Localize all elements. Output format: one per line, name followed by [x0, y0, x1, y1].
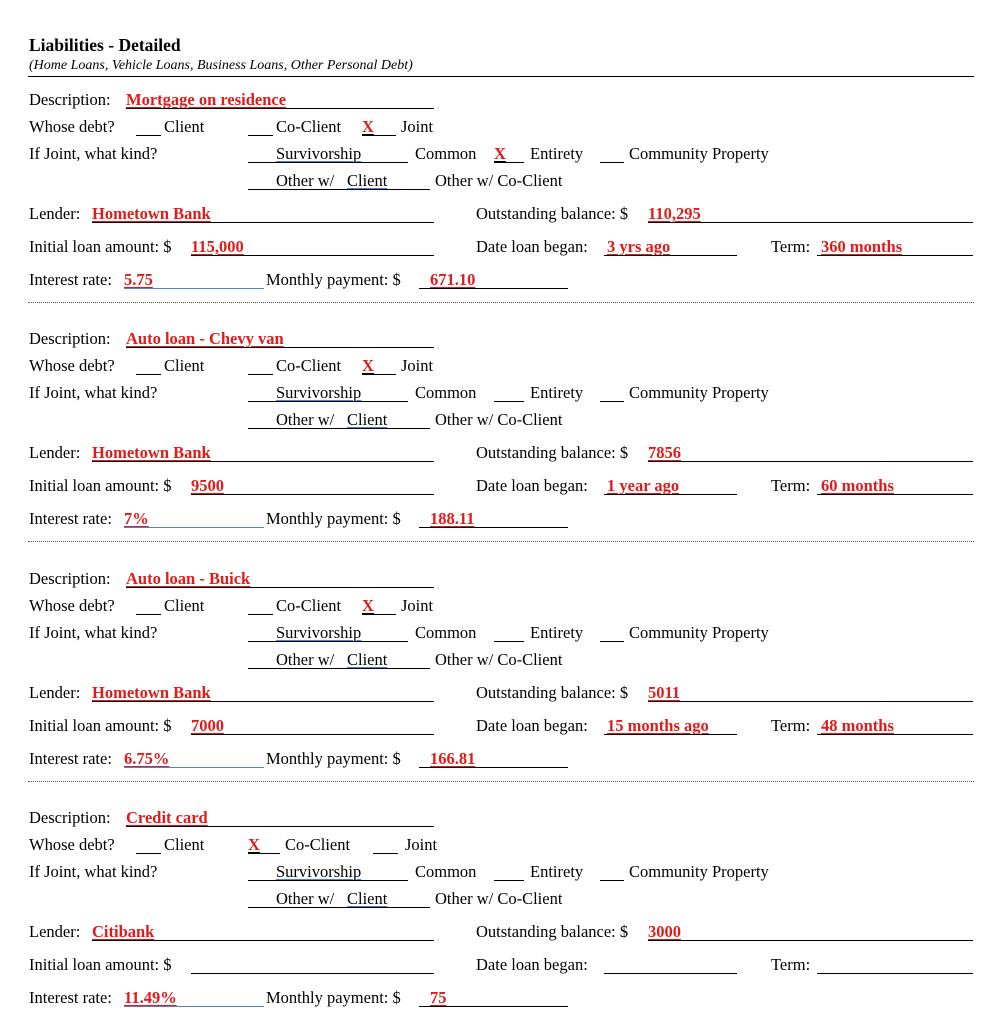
entirety-option: Entirety	[530, 623, 584, 642]
term-value: 60 months	[821, 476, 894, 495]
client-blank	[136, 614, 161, 615]
outstanding-balance-underline	[648, 701, 973, 702]
survivorship-option: Survivorship	[276, 623, 362, 642]
description-value: Credit card	[126, 808, 208, 827]
co-client-blank	[248, 135, 273, 136]
community-property-option: Community Property	[629, 144, 769, 163]
if-joint-label: If Joint, what kind?	[29, 144, 158, 163]
description-label: Description:	[29, 90, 111, 109]
term-value: 48 months	[821, 716, 894, 735]
lender-underline	[92, 461, 434, 462]
initial-loan-amount-label: Initial loan amount: $	[29, 716, 172, 735]
co-client-option: Co-Client	[276, 356, 342, 375]
joint-option: Joint	[405, 835, 438, 854]
term-label: Term:	[771, 476, 811, 495]
client-blank	[136, 853, 161, 854]
community-property-option: Community Property	[629, 862, 769, 881]
other-w-client-prefix: Other w/	[276, 410, 335, 429]
lender-label: Lender:	[29, 204, 81, 223]
initial-loan-amount-value: 7000	[191, 716, 224, 735]
outstanding-balance-value: 7856	[648, 443, 681, 462]
outstanding-balance-label: Outstanding balance: $	[476, 683, 629, 702]
date-loan-began-value: 3 yrs ago	[607, 237, 671, 256]
description-underline	[126, 826, 434, 827]
term-underline	[817, 973, 973, 974]
entirety-option: Entirety	[530, 144, 584, 163]
common-option: Common	[415, 144, 477, 163]
description-underline	[126, 108, 434, 109]
interest-rate-label: Interest rate:	[29, 509, 112, 528]
initial-loan-amount-underline	[191, 494, 434, 495]
other-w-co-client-option: Other w/ Co-Client	[435, 650, 563, 669]
co-client-blank	[248, 374, 273, 375]
other-w-co-client-option: Other w/ Co-Client	[435, 410, 563, 429]
outstanding-balance-label: Outstanding balance: $	[476, 443, 629, 462]
initial-loan-amount-value: 115,000	[191, 237, 244, 256]
date-loan-began-label: Date loan began:	[476, 716, 588, 735]
community-property-blank	[600, 401, 624, 402]
term-label: Term:	[771, 955, 811, 974]
outstanding-balance-label: Outstanding balance: $	[476, 204, 629, 223]
joint-x-mark: X	[362, 596, 374, 615]
monthly-payment-label: Monthly payment: $	[266, 509, 401, 528]
whose-debt-label: Whose debt?	[29, 117, 115, 136]
community-property-option: Community Property	[629, 623, 769, 642]
other-w-client-option: Client	[347, 650, 388, 669]
monthly-payment-underline	[419, 527, 568, 528]
co-client-blank	[248, 614, 273, 615]
header-divider	[28, 76, 974, 77]
client-blank	[136, 135, 161, 136]
community-property-blank	[600, 880, 624, 881]
survivorship-option: Survivorship	[276, 862, 362, 881]
monthly-payment-label: Monthly payment: $	[266, 988, 401, 1007]
section-divider	[28, 781, 974, 782]
lender-underline	[92, 222, 434, 223]
joint-option: Joint	[401, 356, 434, 375]
other-w-co-client-option: Other w/ Co-Client	[435, 171, 563, 190]
date-loan-began-label: Date loan began:	[476, 476, 588, 495]
co-client-option: Co-Client	[276, 596, 342, 615]
initial-loan-amount-underline	[191, 734, 434, 735]
outstanding-balance-value: 5011	[648, 683, 681, 702]
joint-blank	[362, 374, 396, 375]
description-label: Description:	[29, 329, 111, 348]
initial-loan-amount-underline	[191, 255, 434, 256]
if-joint-label: If Joint, what kind?	[29, 623, 158, 642]
other-w-client-option: Client	[347, 171, 388, 190]
outstanding-balance-underline	[648, 222, 973, 223]
outstanding-balance-underline	[648, 461, 973, 462]
date-loan-began-label: Date loan began:	[476, 955, 588, 974]
date-loan-began-underline	[604, 255, 737, 256]
common-option: Common	[415, 623, 477, 642]
co-client-blank	[248, 853, 280, 854]
outstanding-balance-underline	[648, 940, 973, 941]
section-divider	[28, 541, 974, 542]
monthly-payment-underline	[419, 288, 568, 289]
term-underline	[817, 255, 973, 256]
co-client-x-mark: X	[248, 835, 260, 854]
community-property-blank	[600, 641, 624, 642]
lender-value: Hometown Bank	[92, 443, 211, 462]
whose-debt-label: Whose debt?	[29, 356, 115, 375]
page-title: Liabilities - Detailed	[29, 35, 181, 55]
monthly-payment-underline	[419, 767, 568, 768]
entirety-blank	[494, 641, 524, 642]
term-underline	[817, 734, 973, 735]
co-client-option: Co-Client	[285, 835, 351, 854]
interest-rate-value: 11.49%	[124, 988, 177, 1007]
interest-rate-underline	[124, 1006, 264, 1007]
client-option: Client	[164, 356, 205, 375]
description-label: Description:	[29, 808, 111, 827]
monthly-payment-underline	[419, 1006, 568, 1007]
date-loan-began-label: Date loan began:	[476, 237, 588, 256]
outstanding-balance-value: 110,295	[648, 204, 701, 223]
client-option: Client	[164, 117, 205, 136]
initial-loan-amount-label: Initial loan amount: $	[29, 476, 172, 495]
interest-rate-underline	[124, 767, 264, 768]
initial-loan-amount-underline	[191, 973, 434, 974]
lender-underline	[92, 940, 434, 941]
other-w-client-prefix: Other w/	[276, 171, 335, 190]
description-value: Auto loan - Chevy van	[126, 329, 284, 348]
survivorship-option: Survivorship	[276, 144, 362, 163]
interest-rate-underline	[124, 288, 264, 289]
lender-label: Lender:	[29, 443, 81, 462]
initial-loan-amount-label: Initial loan amount: $	[29, 955, 172, 974]
other-w-co-client-option: Other w/ Co-Client	[435, 889, 563, 908]
entirety-blank	[494, 880, 524, 881]
lender-underline	[92, 701, 434, 702]
other-w-client-prefix: Other w/	[276, 889, 335, 908]
monthly-payment-label: Monthly payment: $	[266, 270, 401, 289]
whose-debt-label: Whose debt?	[29, 835, 115, 854]
monthly-payment-value: 75	[430, 988, 447, 1007]
client-option: Client	[164, 596, 205, 615]
term-label: Term:	[771, 716, 811, 735]
interest-rate-label: Interest rate:	[29, 749, 112, 768]
other-w-client-option: Client	[347, 889, 388, 908]
lender-value: Hometown Bank	[92, 204, 211, 223]
term-underline	[817, 494, 973, 495]
entirety-option: Entirety	[530, 862, 584, 881]
survivorship-option: Survivorship	[276, 383, 362, 402]
client-blank	[136, 374, 161, 375]
date-loan-began-underline	[604, 973, 737, 974]
entirety-blank	[494, 401, 524, 402]
interest-rate-value: 7%	[124, 509, 149, 528]
date-loan-began-underline	[604, 734, 737, 735]
page-subtitle: (Home Loans, Vehicle Loans, Business Loans, Other Personal Debt)	[29, 58, 413, 73]
initial-loan-amount-label: Initial loan amount: $	[29, 237, 172, 256]
lender-value: Citibank	[92, 922, 155, 941]
monthly-payment-value: 166.81	[430, 749, 476, 768]
term-value: 360 months	[821, 237, 903, 256]
outstanding-balance-value: 3000	[648, 922, 681, 941]
interest-rate-underline	[124, 527, 264, 528]
joint-x-mark: X	[362, 117, 374, 136]
section-divider	[28, 302, 974, 303]
other-w-client-prefix: Other w/	[276, 650, 335, 669]
date-loan-began-value: 15 months ago	[607, 716, 709, 735]
description-underline	[126, 587, 434, 588]
interest-rate-value: 5.75	[124, 270, 153, 289]
description-value: Auto loan - Buick	[126, 569, 251, 588]
date-loan-began-value: 1 year ago	[607, 476, 680, 495]
if-joint-label: If Joint, what kind?	[29, 862, 158, 881]
community-property-blank	[600, 162, 624, 163]
monthly-payment-label: Monthly payment: $	[266, 749, 401, 768]
description-label: Description:	[29, 569, 111, 588]
common-option: Common	[415, 383, 477, 402]
lender-label: Lender:	[29, 922, 81, 941]
term-label: Term:	[771, 237, 811, 256]
joint-blank	[373, 853, 398, 854]
joint-option: Joint	[401, 117, 434, 136]
joint-blank	[362, 614, 396, 615]
lender-label: Lender:	[29, 683, 81, 702]
interest-rate-label: Interest rate:	[29, 270, 112, 289]
monthly-payment-value: 671.10	[430, 270, 476, 289]
joint-option: Joint	[401, 596, 434, 615]
entirety-x-mark: X	[494, 144, 506, 163]
lender-value: Hometown Bank	[92, 683, 211, 702]
joint-x-mark: X	[362, 356, 374, 375]
interest-rate-value: 6.75%	[124, 749, 170, 768]
entirety-blank	[494, 162, 524, 163]
other-w-client-option: Client	[347, 410, 388, 429]
description-underline	[126, 347, 434, 348]
monthly-payment-value: 188.11	[430, 509, 475, 528]
description-value: Mortgage on residence	[126, 90, 287, 109]
community-property-option: Community Property	[629, 383, 769, 402]
initial-loan-amount-value: 9500	[191, 476, 224, 495]
common-option: Common	[415, 862, 477, 881]
client-option: Client	[164, 835, 205, 854]
interest-rate-label: Interest rate:	[29, 988, 112, 1007]
entirety-option: Entirety	[530, 383, 584, 402]
joint-blank	[362, 135, 396, 136]
whose-debt-label: Whose debt?	[29, 596, 115, 615]
outstanding-balance-label: Outstanding balance: $	[476, 922, 629, 941]
co-client-option: Co-Client	[276, 117, 342, 136]
date-loan-began-underline	[604, 494, 737, 495]
if-joint-label: If Joint, what kind?	[29, 383, 158, 402]
